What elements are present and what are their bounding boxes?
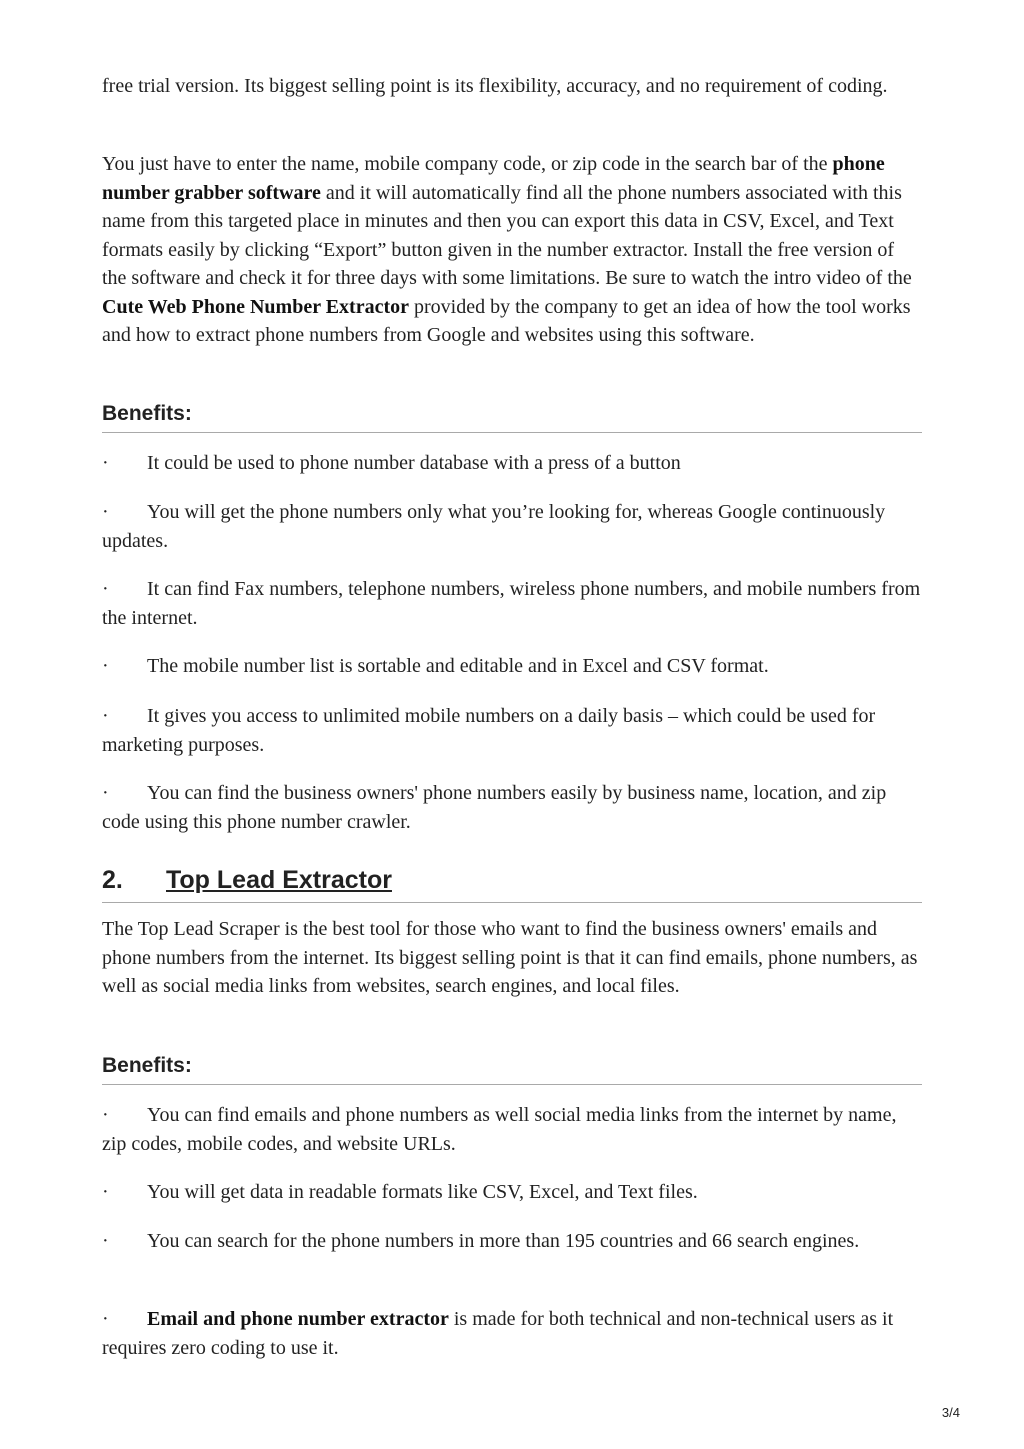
list-item-text: is made for both technical and non-technical users as it requires zero coding to use it. bbox=[102, 1308, 894, 1359]
email-phone-extractor-bold: Email and phone number extractor bbox=[147, 1308, 449, 1330]
benefits-heading-2: Benefits: bbox=[102, 1054, 922, 1085]
list-item-text: You can find the business owners' phone numbers easily by business name, location, and zip code using this phone number crawler. bbox=[102, 782, 887, 833]
list-item bbox=[102, 1101, 922, 1158]
page-number: 3/4 bbox=[941, 1405, 960, 1420]
bullet-dot: · bbox=[102, 705, 109, 727]
list-item bbox=[102, 498, 922, 555]
list-item bbox=[102, 1178, 922, 1207]
phone-number-grabber-software-bold: phone number grabber software bbox=[102, 153, 885, 204]
list-item-text: The mobile number list is sortable and editable and in Excel and CSV format. bbox=[147, 655, 769, 677]
intro-text-2c: provided by the company to get an idea of how the tool works and how to extract phone numbers from Google and websites using this software. bbox=[102, 295, 911, 346]
list-item bbox=[102, 1227, 922, 1256]
intro-text-2a: You just have to enter the name, mobile company code, or zip code in the search bar of the bbox=[102, 153, 828, 175]
intro-text-1: free trial version. Its biggest selling point is its flexibility, accuracy, and no requirement of coding. bbox=[102, 75, 888, 97]
section2-paragraph bbox=[102, 915, 922, 1001]
bullet-dot: · bbox=[102, 655, 109, 677]
intro-text-2 bbox=[102, 150, 922, 350]
list-item-text: You can find emails and phone numbers as well social media links from the internet by name, zip codes, mobile codes, and website URLs. bbox=[102, 1104, 897, 1155]
bullet-dot: · bbox=[102, 1104, 109, 1126]
bullet-dot: · bbox=[102, 1230, 109, 1252]
list-item bbox=[102, 702, 922, 759]
list-item-text: You will get the phone numbers only what you’re looking for, whereas Google continuously updates. bbox=[102, 501, 886, 552]
intro-paragraph-1 bbox=[102, 72, 922, 101]
intro-text-2b: and it will automatically find all the phone numbers associated with this name from this targeted place in minutes and then you can export this data in CSV, Excel, and Text formats easily by clicking “Export” button given in the number extractor. Install the free version of the software and check it for three days with some limitations. Be sure to watch the intro video of the bbox=[102, 181, 912, 289]
list-item-text: It could be used to phone number database with a press of a button bbox=[147, 452, 681, 474]
bullet-dot: · bbox=[102, 1181, 109, 1203]
bullet-dot: · bbox=[102, 452, 109, 474]
list-item-text: You will get data in readable formats like CSV, Excel, and Text files. bbox=[147, 1181, 698, 1203]
list-item-text: You can search for the phone numbers in more than 195 countries and 66 search engines. bbox=[147, 1230, 860, 1252]
list-item-text: It can find Fax numbers, telephone numbers, wireless phone numbers, and mobile numbers from the internet. bbox=[102, 578, 921, 629]
section2-text: The Top Lead Scraper is the best tool for those who want to find the business owners' emails and phone numbers from the internet. Its biggest selling point is that it can find emails, phone numbers, as well as social media links from websites, search engines, and local files. bbox=[102, 918, 918, 997]
benefits-heading-1: Benefits: bbox=[102, 402, 922, 433]
intro-paragraph-2 bbox=[102, 150, 922, 350]
bullet-dot: · bbox=[102, 501, 109, 523]
bullet-dot: · bbox=[102, 578, 109, 600]
bullet-dot: · bbox=[102, 782, 109, 804]
list-item bbox=[102, 779, 922, 836]
list-item bbox=[102, 449, 922, 478]
list-item-text: It gives you access to unlimited mobile numbers on a daily basis – which could be used for marketing purposes. bbox=[102, 705, 876, 756]
bullet-dot: · bbox=[102, 1308, 109, 1330]
list-item bbox=[102, 1305, 922, 1362]
list-item bbox=[102, 575, 922, 632]
section-title-link[interactable]: Top Lead Extractor bbox=[166, 866, 392, 894]
cute-web-phone-number-extractor-bold: Cute Web Phone Number Extractor bbox=[102, 295, 410, 318]
section-number: 2. bbox=[102, 866, 123, 894]
section-heading-top-lead-extractor bbox=[102, 866, 922, 903]
list-item bbox=[102, 652, 922, 681]
